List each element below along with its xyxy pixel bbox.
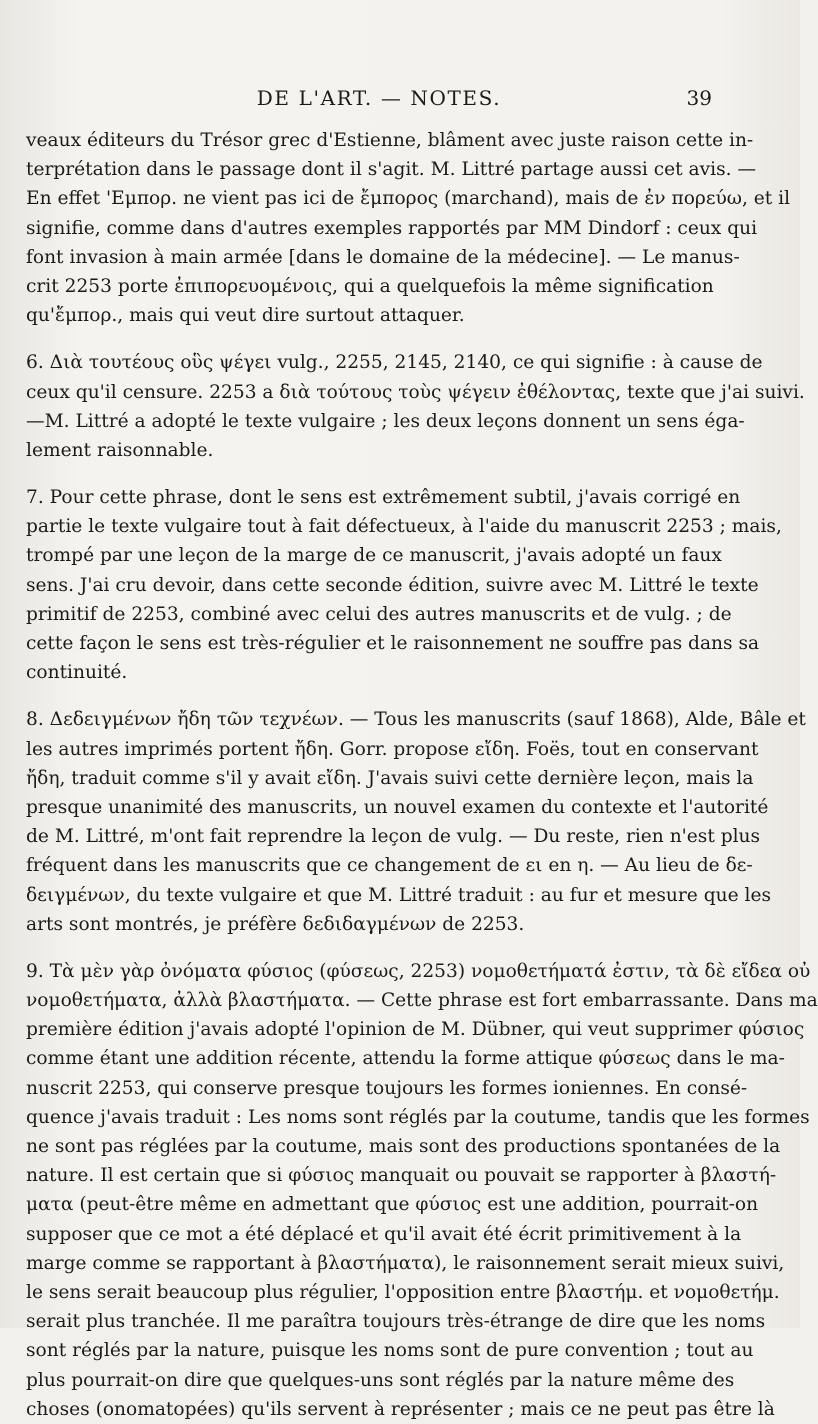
- text-line: veaux éditeurs du Trésor grec d'Estienne, blâment avec juste raison cette in-: [26, 130, 754, 151]
- text-line: trompé par une leçon de la marge de ce manuscrit, j'avais adopté un faux: [26, 545, 722, 567]
- text-line: sens. J'ai cru devoir, dans cette seconde édition, suivre avec M. Littré le texte: [26, 574, 759, 596]
- text-line: signifie, comme dans d'autres exemples rapportés par MM Dindorf : ceux qui: [26, 217, 758, 239]
- text-line: crit 2253 porte ἐπιπορευομένοις, qui a quelquefois la même signification: [26, 275, 714, 297]
- note-block: [26, 483, 782, 687]
- running-head: [26, 86, 712, 110]
- text-line: 7. Pour cette phrase, dont le sens est extrêmement subtil, j'avais corrigé en: [26, 487, 741, 509]
- text-line: plus pourrait-on dire que quelques-uns sont réglés par la nature même des: [26, 1369, 735, 1391]
- text-line: serait plus tranchée. Il me paraîtra toujours très-étrange de dire que les noms: [26, 1311, 766, 1333]
- text-line: supposer que ce mot a été déplacé et qu'il avait été écrit primitivement à la: [26, 1223, 742, 1245]
- text-line: —M. Littré a adopté le texte vulgaire ; les deux leçons donnent un sens éga-: [26, 410, 745, 432]
- note-block: [26, 126, 791, 330]
- note-block: [26, 957, 818, 1424]
- text-line: terprétation dans le passage dont il s'agit. M. Littré partage aussi cet avis. —: [26, 159, 757, 181]
- text-line: primitif de 2253, combiné avec celui des autres manuscrits et de vulg. ; de: [26, 603, 732, 625]
- text-line: arts sont montrés, je préfère δεδιδαγμένων de 2253.: [26, 913, 525, 935]
- text-line: première édition j'avais adopté l'opinion de M. Dübner, qui veut supprimer φύσιος: [26, 1019, 805, 1041]
- text-line: νομοθετήματα, ἀλλὰ βλαστήματα. — Cette phrase est fort embarrassante. Dans ma: [26, 990, 818, 1012]
- text-line: sont réglés par la nature, puisque les noms sont de pure convention ; tout au: [26, 1340, 754, 1362]
- notes-body: [26, 126, 818, 1424]
- text-line: ceux qu'il censure. 2253 a διὰ τούτους τοὺς ψέγειν ἐθέλοντας, texte que j'ai suivi.: [26, 381, 805, 403]
- text-line: presque unanimité des manuscrits, un nouvel examen du contexte et l'autorité: [26, 796, 769, 818]
- text-line: fréquent dans les manuscrits que ce changement de ει en η. — Au lieu de δε-: [26, 855, 753, 877]
- text-line: 9. Τὰ μὲν γὰρ ὀνόματα φύσιος (φύσεως, 2253) νομοθετήματά ἐστιν, τὰ δὲ εἴδεα οὐ: [26, 960, 811, 982]
- text-line: En effet 'Εμπορ. ne vient pas ici de ἔμπορος (marchand), mais de ἐν πορεύω, et il: [26, 188, 791, 210]
- text-line: partie le texte vulgaire tout à fait défectueux, à l'aide du manuscrit 2253 ; mais,: [26, 516, 782, 538]
- text-line: nuscrit 2253, qui conserve presque toujours les formes ioniennes. En consé-: [26, 1077, 748, 1099]
- text-line: les autres imprimés portent ἤδη. Gorr. propose εἴδη. Foës, tout en conservant: [26, 738, 759, 760]
- text-line: lement raisonnable.: [26, 439, 214, 461]
- text-line: qu'ἔμπορ., mais qui veut dire surtout attaquer.: [26, 305, 465, 327]
- text-line: 8. Δεδειγμένων ἤδη τῶν τεχνέων. — Tous les manuscrits (sauf 1868), Alde, Bâle et: [26, 709, 806, 731]
- text-line: ματα (peut-être même en admettant que φύσιος est une addition, pourrait-on: [26, 1194, 759, 1216]
- note-block: [26, 705, 806, 939]
- note-block: [26, 348, 805, 465]
- page-number: 39: [686, 86, 712, 110]
- text-line: nature. Il est certain que si φύσιος manquait ou pouvait se rapporter à βλαστή-: [26, 1165, 777, 1187]
- text-line: continuité.: [26, 662, 128, 684]
- text-line: de M. Littré, m'ont fait reprendre la leçon de vulg. — Du reste, rien n'est plus: [26, 826, 761, 848]
- page-header-title: DE L'ART. — NOTES.: [256, 86, 502, 110]
- text-line: comme étant une addition récente, attendu la forme attique φύσεως dans le ma-: [26, 1048, 785, 1070]
- text-line: 6. Διὰ τουτέους οὓς ψέγει vulg., 2255, 2145, 2140, ce qui signifie : à cause de: [26, 352, 763, 374]
- text-line: δειγμένων, du texte vulgaire et que M. Littré traduit : au fur et mesure que les: [26, 884, 771, 906]
- text-line: choses (onomatopées) qu'ils servent à représenter ; mais ce ne peut pas être là: [26, 1398, 775, 1420]
- text-line: marge comme se rapportant à βλαστήματα), le raisonnement serait mieux suivi,: [26, 1252, 785, 1274]
- text-line: ne sont pas réglées par la coutume, mais sont des productions spontanées de la: [26, 1136, 781, 1157]
- text-line: cette façon le sens est très-régulier et le raisonnement ne souffre pas dans sa: [26, 633, 760, 654]
- text-line: quence j'avais traduit : Les noms sont réglés par la coutume, tandis que les formes: [26, 1106, 810, 1128]
- text-line: ἤδη, traduit comme s'il y avait εἴδη. J'avais suivi cette dernière leçon, mais la: [26, 767, 754, 789]
- text-line: font invasion à main armée [dans le domaine de la médecine]. — Le manus-: [26, 246, 740, 268]
- text-line: le sens serait beaucoup plus régulier, l'opposition entre βλαστήμ. et νομοθετήμ.: [26, 1281, 780, 1303]
